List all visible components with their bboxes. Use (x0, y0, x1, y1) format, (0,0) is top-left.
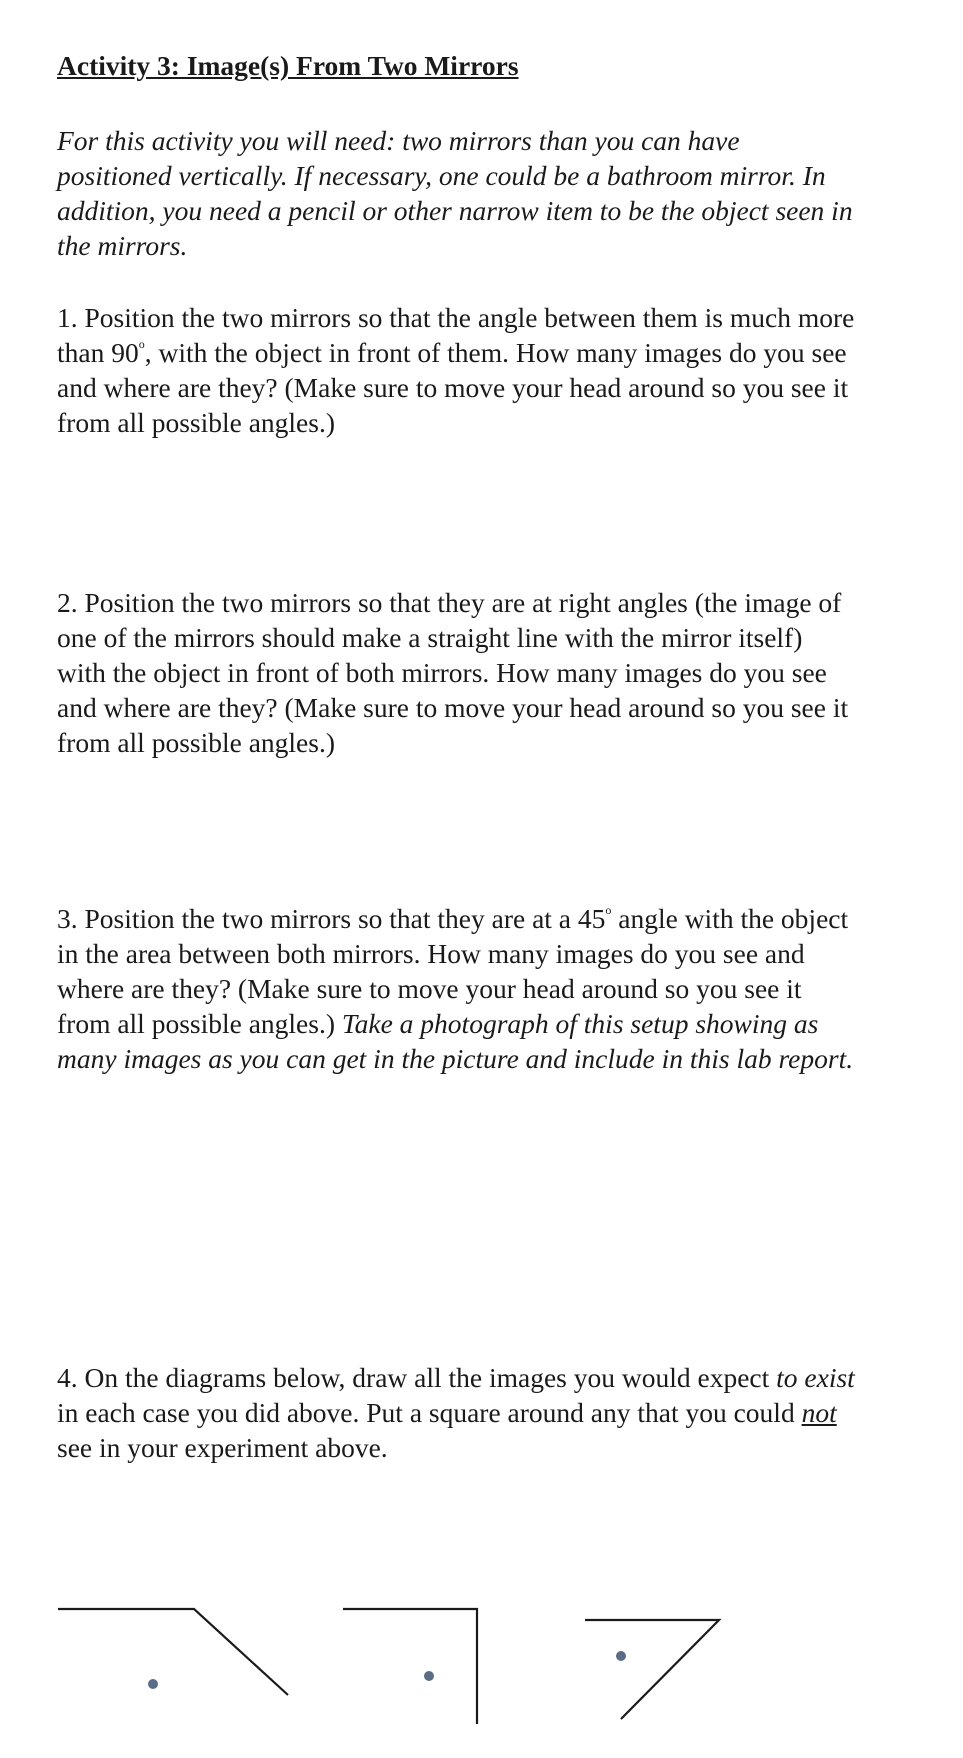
mirror-diagrams (0, 1580, 963, 1758)
diagram-obtuse-angle (58, 1609, 288, 1695)
degree-symbol: o (605, 903, 612, 917)
diagram-right-angle (343, 1609, 477, 1724)
mirror-lines-45-degree (585, 1620, 719, 1719)
question-1 (57, 300, 857, 440)
question-2: 2. Position the two mirrors so that they are at right angles (the image of one of the mirrors should make a straight line with the mirror itself) with the object in front of both mirrors. How many images do you see and where are they? (Make sure to move your head around so you see it from all possible angles.) (57, 587, 849, 758)
question-4-text-a: 4. On the diagrams below, draw all the images you would expect (57, 1362, 777, 1393)
activity-title: Activity 3: Image(s) From Two Mirrors (57, 50, 519, 81)
question-4-text-c: see in your experiment above. (57, 1432, 388, 1463)
question-3-text-a: 3. Position the two mirrors so that they are at a 45 (57, 903, 606, 934)
question-3-photo-instruction: Take a photograph of this setup showing as many images as you can get in the picture and include in this lab report. (57, 1008, 854, 1074)
diagram-45-degree (585, 1620, 719, 1719)
degree-symbol: o (138, 337, 145, 351)
intro-paragraph: For this activity you will need: two mirrors than you can have positioned vertically. If necessary, one could be a bathroom mirror. In addition, you need a pencil or other narrow item to be the object seen in the mirrors. (57, 125, 853, 261)
question-4-emphasis-not: not (801, 1397, 837, 1428)
question-3 (57, 901, 857, 1076)
question-4-italic-to-exist: to exist (776, 1362, 855, 1393)
mirror-lines-right-angle (343, 1609, 477, 1724)
question-1-text-a: 1. Position the two mirrors so that the angle between them is much more than 90 (57, 302, 855, 368)
object-dot-right-angle (424, 1671, 434, 1681)
question-1-text-b: , with the object in front of them. How many images do you see and where are they? (Make sure to move your head around so you see it from all possible angles.) (57, 337, 849, 438)
object-dot-obtuse (148, 1679, 158, 1689)
object-dot-45-degree (616, 1651, 626, 1661)
question-4-text-b: in each case you did above. Put a square around any that you could (57, 1397, 802, 1428)
question-4 (57, 1360, 857, 1465)
question-3-text-b: angle with the object in the area between both mirrors. How many images do you see and where are they? (Make sure to move your head around so you see it from all possible angles.) (57, 903, 849, 1039)
mirror-lines-obtuse (58, 1609, 288, 1695)
